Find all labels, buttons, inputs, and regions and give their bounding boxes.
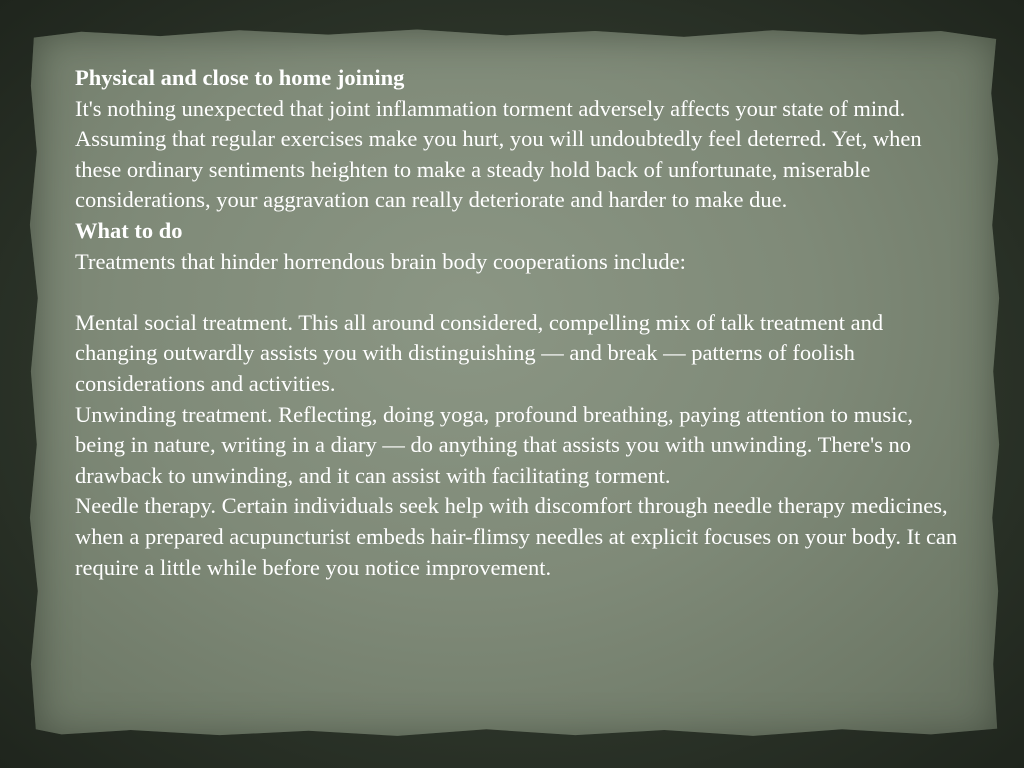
heading-what-to-do: What to do xyxy=(75,217,183,243)
paragraph-physical-emotional: It's nothing unexpected that joint inflammation torment adversely affects your state of mind. Assuming that regular exercises make you hurt, you will undoubtedly feel deterred. Yet, when these ordinary sentiments heighten to make a steady hold back of unfortunate, miserable considerations, your aggravation can really deteriorate and harder to make due. xyxy=(75,95,922,213)
paragraph-what-to-do: Treatments that hinder horrendous brain body cooperations include: xyxy=(75,248,686,274)
treatment-relaxation: Unwinding treatment. Reflecting, doing yoga, profound breathing, paying attention to music, being in nature, writing in a diary — do anything that assists you with unwinding. There's no drawback to unwinding, and it can assist with facilitating torment. xyxy=(75,401,913,488)
spacer xyxy=(75,277,965,308)
treatment-acupuncture: Needle therapy. Certain individuals seek help with discomfort through needle therapy medicines, when a prepared acupuncturist embeds hair-flimsy needles at explicit focuses on your body. It can require a little while before you notice improvement. xyxy=(75,493,958,580)
slide-content xyxy=(75,63,965,583)
treatment-cognitive-behavioral: Mental social treatment. This all around considered, compelling mix of talk treatment and changing outwardly assists you with distinguishing — and break — patterns of foolish considerations and activities. xyxy=(75,309,884,396)
heading-physical-emotional: Physical and close to home joining xyxy=(75,65,405,90)
